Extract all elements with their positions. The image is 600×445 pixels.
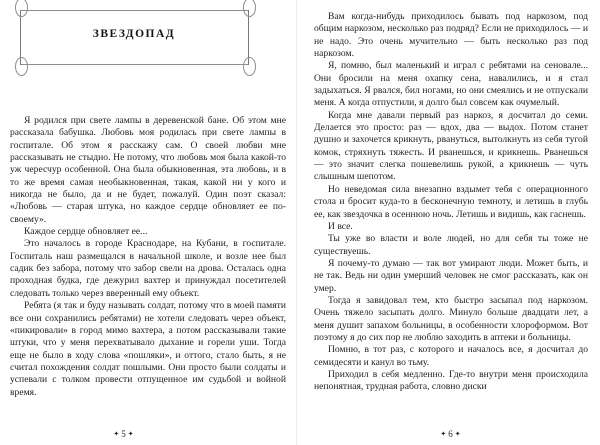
- paragraph: Я, помню, был маленький и играл с ребятами на сеновале... Они бросили на меня охапку сена, навалились, и я стал задыхаться. Я рвался, бил ногами, но они смеялись и не отпускали меня. А когда отпустили, я долго был совсем как очумелый.: [314, 60, 588, 109]
- chapter-title: ЗВЕЗДОПАД: [92, 28, 176, 40]
- paragraph: Я родился при свете лампы в деревенской бане. Об этом мне рассказала бабушка. Любовь моя родилась при свете лампы в госпитале. Об этом я расскажу сам. О своей любви мне рассказывать не стыдно. Не потому, что любовь моя была какой-то уж чересчур особенной. Она была обыкновенная, эта любовь, и в то же время самая необыкновенная, такая, какой ни у кого и никогда не было, да и не будет, пожалуй. Один поэт сказал: «Любовь — старая штука, но каждое сердце обновляет ее по-своему».: [10, 115, 286, 225]
- paragraph: Ребята (я так и буду называть солдат, потому что в моей памяти все они сохранились ребятами) не хотели следовать через объект, «пикировали» в город мимо вахтера, а потом рассказывали такие штуки, что у меня перехватывало дыхание и горели уши. Тогда еще не было в ходу слова «пошляки», и оттого, стало быть, я не считал похождения солдат пошлыми. Они просто были солдаты и успевали с толком провести отпущенное им судьбой и войной время.: [10, 300, 286, 398]
- frame-loop-bottom-left-icon: [15, 57, 28, 76]
- paragraph: Приходил в себя медленно. Где-то внутри меня происходила непонятная, трудная работа, словно диски: [314, 368, 588, 393]
- folio-ornament-left-icon: ✦: [440, 430, 448, 438]
- chapter-title-frame: [10, 10, 286, 74]
- frame-loop-top-left-icon: [15, 0, 28, 17]
- paragraph: Ты уже во власти и воле людей, но для себя ты тоже не существуешь.: [314, 233, 588, 257]
- frame-loop-top-right-icon: [243, 0, 256, 17]
- paragraph: Когда мне давали первый раз наркоз, я досчитал до семи. Делается это просто: раз — вдох, два — выдох. Потом станет душно и захочется крикнуть, рвануться, вытолкнуть из себя тугой комок, стряхнуть тяжесть. И рванешься, и крикнешь. Рванешься — это значит слегка пошевелишь рукой, а крикнешь — чуть слышным шепотом.: [314, 109, 588, 183]
- left-page: [0, 0, 296, 445]
- paragraph: И все.: [328, 220, 353, 232]
- folio-ornament-right-icon: ✦: [454, 430, 462, 438]
- folio-number: 6: [448, 429, 454, 439]
- folio-number: 5: [121, 429, 127, 439]
- frame-rule-top: [20, 10, 248, 11]
- paragraph: Каждое сердце обновляет ее...: [24, 226, 148, 238]
- right-page: [296, 0, 600, 445]
- folio-ornament-left-icon: ✦: [113, 430, 121, 438]
- spread-gutter-rule: [296, 0, 297, 445]
- paragraph: Но неведомая сила внезапно вздымет тебя с операционного стола и бросит куда-то в бесконечную темноту, и летишь в глубь ее, как звездочка в осеннюю ночь. Летишь и видишь, как гаснешь.: [314, 183, 588, 220]
- paragraph: Помню, в тот раз, с которого и началось все, я досчитал до семидесяти и канул во тьму.: [314, 344, 588, 368]
- right-page-body: [314, 11, 588, 394]
- paragraph: Тогда я завидовал тем, кто быстро засыпал под наркозом. Очень тяжело засыпать долго. Минуло больше двадцати лет, а меня душит запахом больницы, в особенности хлороформом. Вот поэтому я до сих пор не люблю заходить в аптеки и больницы.: [314, 294, 588, 343]
- left-page-body: [10, 115, 286, 399]
- paragraph: Вам когда-нибудь приходилось бывать под наркозом, под общим наркозом, несколько раз подряд? Если не приходилось — и не надо. Это очень мучительно — быть несколько раз под наркозом.: [314, 11, 588, 60]
- frame-loop-bottom-right-icon: [243, 57, 256, 76]
- paragraph: Я почему-то думаю — так вот умирают люди. Может быть, и не так. Ведь ни один умерший человек не смог рассказать, как он умер.: [314, 257, 588, 294]
- page-number-right: [314, 429, 588, 439]
- page-number-left: [10, 429, 238, 439]
- folio-ornament-right-icon: ✦: [127, 430, 135, 438]
- frame-rule-bottom: [20, 64, 248, 65]
- paragraph: Это началось в городе Краснодаре, на Кубани, в госпитале. Госпиталь наш размещался в начальной школе, и возле нее был садик без забора, потому что забор свели на дрова. Осталась одна проходная будка, где дежурил вахтер и принуждал посетителей следовать только через вверенный ему объект.: [10, 238, 286, 299]
